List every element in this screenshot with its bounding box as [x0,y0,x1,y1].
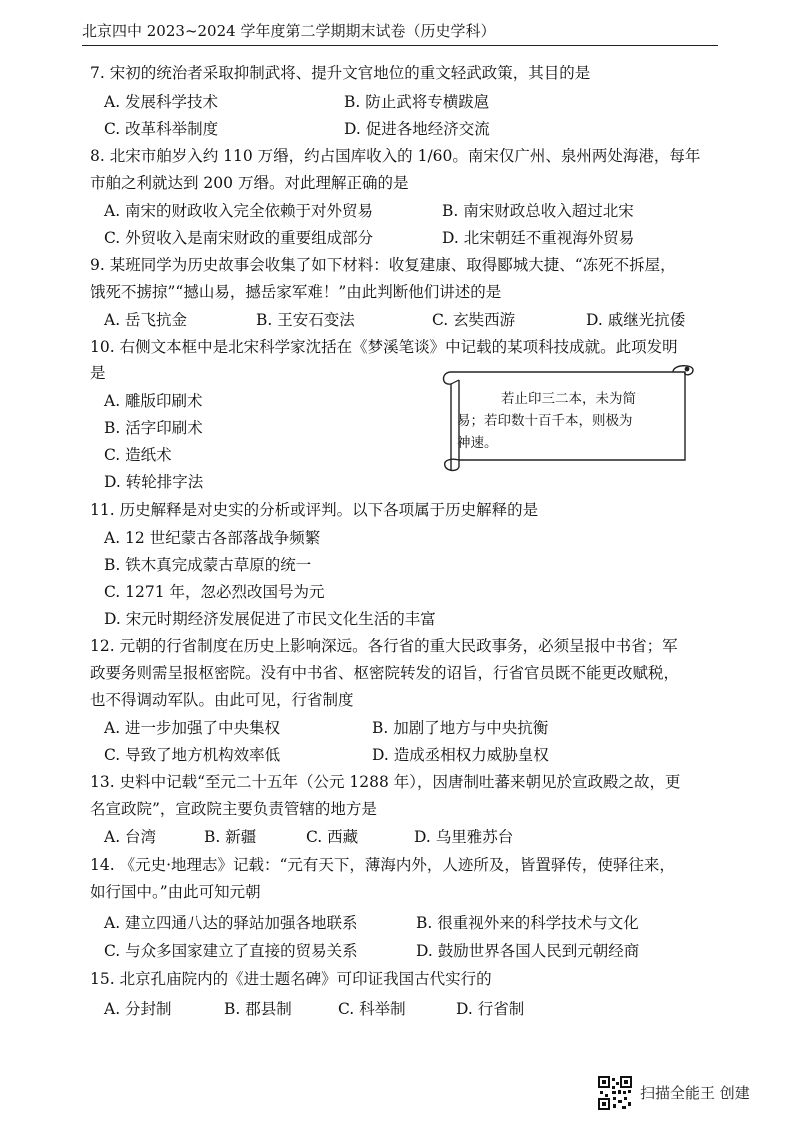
q7-option-a: A. 发展科学技术 [104,93,219,111]
q8-option-a: A. 南宋的财政收入完全依赖于对外贸易 [104,202,374,220]
question-7-stem: 7. 宋初的统治者采取抑制武将、提升文官地位的重文轻武政策，其目的是 [90,64,591,82]
question-10-stem-line2: 是 [90,364,106,382]
question-13-stem-line2: 名宣政院”，宣政院主要负责管辖的地方是 [90,800,377,818]
q8-option-c: C. 外贸收入是南宋财政的重要组成部分 [104,229,374,247]
q7-option-d: D. 促进各地经济交流 [344,120,490,138]
qr-code-icon [598,1076,632,1110]
q12-option-b: B. 加剧了地方与中央抗衡 [372,719,549,737]
q10-option-a: A. 雕版印刷术 [104,392,203,410]
q14-option-c: C. 与众多国家建立了直接的贸易关系 [104,942,358,960]
q7-option-b: B. 防止武将专横跋扈 [344,93,490,111]
q11-option-b: B. 铁木真完成蒙古草原的统一 [104,556,312,574]
q11-option-a: A. 12 世纪蒙古各部落战争频繁 [104,529,321,547]
q9-option-c: C. 玄奘西游 [432,311,516,329]
q11-option-c: C. 1271 年，忽必烈改国号为元 [104,583,325,601]
question-12-stem-line2: 政要务则需呈报枢密院。没有中书省、枢密院转发的诏旨，行省官员既不能更改赋税， [90,664,680,682]
q13-option-c: C. 西藏 [306,828,359,846]
question-15-stem: 15. 北京孔庙院内的《进士题名碑》可印证我国古代实行的 [90,970,492,988]
question-13-stem-line1: 13. 史料中记载“至元二十五年（公元 1288 年），因唐制吐蕃来朝见於宣政殿之故，更 [90,773,681,791]
question-9-stem-line2: 饿死不掳掠”“撼山易，撼岳家军难！”由此判断他们讲述的是 [90,283,502,301]
scroll-line-2: 易；若印数十百千本，则极为 [457,413,633,429]
q8-option-d: D. 北宋朝廷不重视海外贸易 [442,229,635,247]
q15-option-a: A. 分封制 [104,1000,172,1018]
question-12-stem-line1: 12. 元朝的行省制度在历史上影响深远。各行省的重大民政事务，必须呈报中书省；军 [90,637,678,655]
q15-option-d: D. 行省制 [456,1000,525,1018]
q13-option-a: A. 台湾 [104,828,157,846]
question-8-stem-line1: 8. 北宋市舶岁入约 110 万缗，约占国库收入的 1/60。南宋仅广州、泉州两处海港，每年 [90,147,701,165]
q15-option-c: C. 科举制 [338,1000,406,1018]
question-9-stem-line1: 9. 某班同学为历史故事会收集了如下材料：收复建康、取得郾城大捷、“冻死不拆屋， [90,256,676,274]
scroll-line-3: 神速。 [457,435,498,451]
question-8-stem-line2: 市舶之利就达到 200 万缗。对此理解正确的是 [90,174,409,192]
q11-option-d: D. 宋元时期经济发展促进了市民文化生活的丰富 [104,610,436,628]
q8-option-b: B. 南宋财政总收入超过北宋 [442,202,634,220]
q10-option-d: D. 转轮排字法 [104,473,204,491]
question-11-stem: 11. 历史解释是对史实的分析或评判。以下各项属于历史解释的是 [90,501,539,519]
question-12-stem-line3: 也不得调动军队。由此可见，行省制度 [90,691,354,709]
question-10-stem-line1: 10. 右侧文本框中是北宋科学家沈括在《梦溪笔谈》中记载的某项科技成就。此项发明 [90,338,678,356]
q14-option-a: A. 建立四通八达的驿站加强各地联系 [104,914,358,932]
q13-option-b: B. 新疆 [204,828,257,846]
q15-option-b: B. 郡县制 [224,1000,292,1018]
q12-option-a: A. 进一步加强了中央集权 [104,719,281,737]
page-header: 北京四中 2023~2024 学年度第二学期期末试卷（历史学科） [82,20,718,46]
q7-option-c: C. 改革科举制度 [104,120,219,138]
q10-option-c: C. 造纸术 [104,446,172,464]
scroll-line-1: 若止印三二本，未为简 [501,391,636,407]
q14-option-b: B. 很重视外来的科学技术与文化 [416,914,639,932]
scroll-text-box [437,362,699,474]
scanner-watermark: 扫描全能王 创建 [640,1084,750,1102]
q12-option-d: D. 造成丞相权力威胁皇权 [372,746,549,764]
q14-option-d: D. 鼓励世界各国人民到元朝经商 [416,942,640,960]
q12-option-c: C. 导致了地方机构效率低 [104,746,281,764]
q9-option-d: D. 戚继光抗倭 [586,311,686,329]
q9-option-b: B. 王安石变法 [256,311,355,329]
question-14-stem-line1: 14. 《元史·地理志》记载：“元有天下，薄海内外，人迹所及，皆置驿传，使驿往来， [90,856,675,874]
scroll-quote [457,388,693,454]
question-14-stem-line2: 如行国中。”由此可知元朝 [90,883,261,901]
q13-option-d: D. 乌里雅苏台 [414,828,514,846]
q10-option-b: B. 活字印刷术 [104,419,203,437]
q9-option-a: A. 岳飞抗金 [104,311,188,329]
